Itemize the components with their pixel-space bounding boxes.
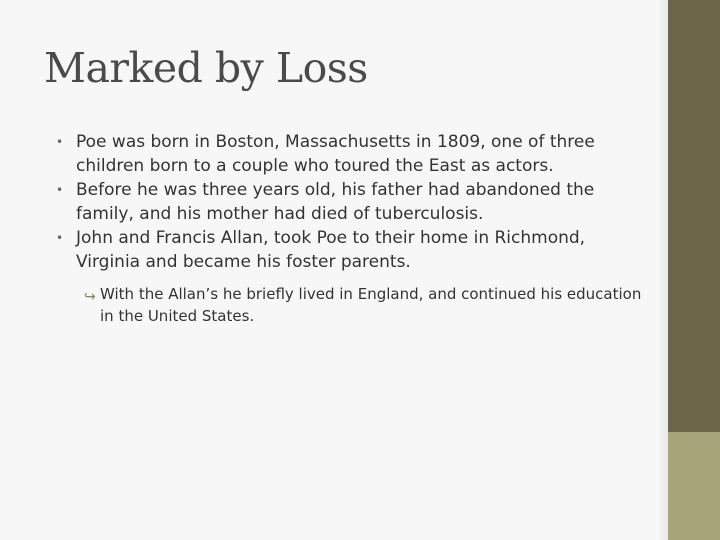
sidebar-accent <box>668 432 720 540</box>
bullet-text: John and Francis Allan, took Poe to their home in Richmond, Virginia and became his foster parents. <box>76 228 586 272</box>
sidebar-band <box>668 0 720 432</box>
bullet-text: Poe was born in Boston, Massachusetts in 1809, one of three children born to a couple who toured the East as actors. <box>76 132 595 176</box>
bullet-item <box>48 178 648 226</box>
sub-bullet-text: With the Allan’s he briefly lived in England, and continued his education in the United States. <box>100 285 642 325</box>
panel-shadow <box>660 0 668 540</box>
sub-bullet-item <box>84 283 648 327</box>
dot-bullet-icon: • <box>56 231 64 245</box>
dot-bullet-icon: • <box>56 135 64 149</box>
dot-bullet-icon: • <box>56 183 64 197</box>
bullet-item <box>48 130 648 178</box>
bullet-item <box>48 226 648 274</box>
slide-title: Marked by Loss <box>44 44 368 92</box>
bullet-text: Before he was three years old, his father had abandoned the family, and his mother had died of tuberculosis. <box>76 180 595 224</box>
curved-arrow-bullet-icon: ↪ <box>84 289 96 305</box>
bullet-list <box>48 130 648 327</box>
